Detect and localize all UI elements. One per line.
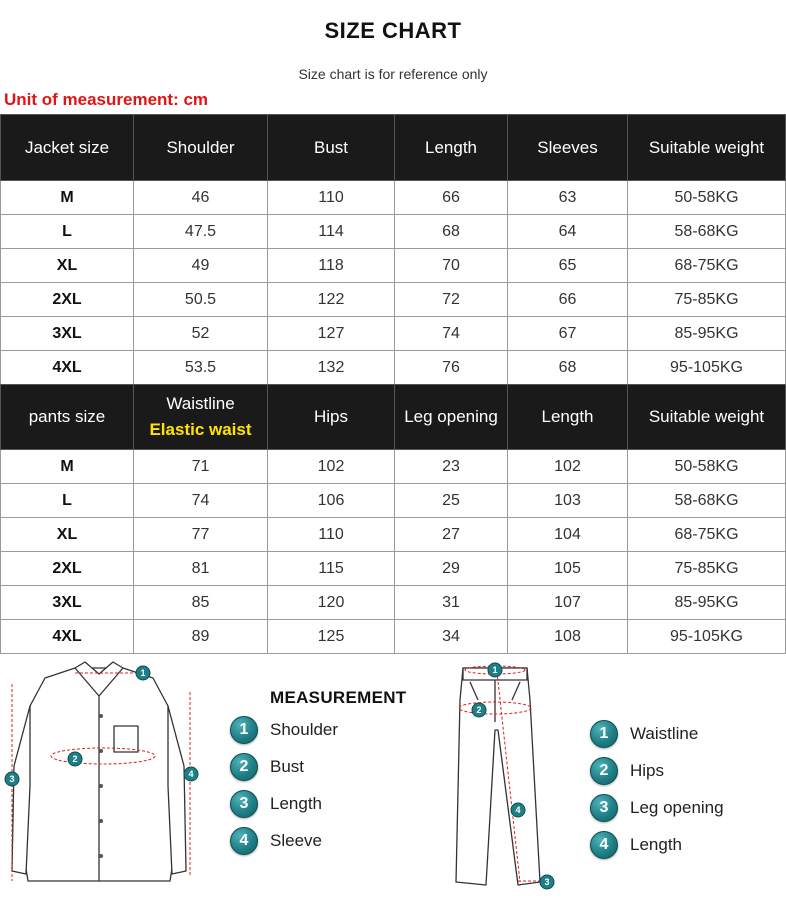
pants-legend	[590, 715, 724, 863]
jacket-header-cell: Jacket size	[1, 115, 134, 181]
table-cell: 114	[268, 215, 395, 249]
table-cell: 81	[134, 552, 268, 586]
pants-diagram-icon	[440, 660, 570, 896]
table-cell: 103	[508, 484, 628, 518]
table-row	[1, 249, 786, 283]
table-cell: 75-85KG	[628, 283, 786, 317]
table-row	[1, 586, 786, 620]
table-cell: 95-105KG	[628, 351, 786, 385]
table-cell: 67	[508, 317, 628, 351]
table-row	[1, 552, 786, 586]
legend-label: Sleeve	[270, 830, 322, 850]
table-cell: 66	[395, 181, 508, 215]
legend-item	[590, 715, 724, 752]
size-cell: XL	[1, 249, 134, 283]
table-row	[1, 484, 786, 518]
size-cell: XL	[1, 518, 134, 552]
legend-label: Hips	[630, 760, 665, 780]
table-cell: 85-95KG	[628, 317, 786, 351]
table-cell: 68-75KG	[628, 249, 786, 283]
table-cell: 72	[395, 283, 508, 317]
legend-item	[230, 748, 338, 785]
table-cell: 76	[395, 351, 508, 385]
table-cell: 125	[268, 620, 395, 654]
legend-item	[230, 711, 338, 748]
table-cell: 118	[268, 249, 395, 283]
size-cell: M	[1, 181, 134, 215]
legend-label: Shoulder	[270, 719, 339, 739]
legend-item	[590, 752, 724, 789]
pants-header-waist	[134, 385, 268, 450]
table-cell: 29	[395, 552, 508, 586]
table-cell: 64	[508, 215, 628, 249]
size-cell: L	[1, 484, 134, 518]
size-cell: 4XL	[1, 351, 134, 385]
table-cell: 89	[134, 620, 268, 654]
table-row	[1, 317, 786, 351]
table-cell: 122	[268, 283, 395, 317]
legend-label: Length	[630, 834, 682, 854]
table-cell: 27	[395, 518, 508, 552]
elastic-waist-note: Elastic waist	[149, 420, 252, 439]
waistline-label: Waistline	[166, 394, 235, 413]
jacket-header-cell: Sleeves	[508, 115, 628, 181]
jacket-header-cell: Shoulder	[134, 115, 268, 181]
number-badge-icon: 1	[230, 716, 258, 744]
legend-label: Waistline	[630, 723, 699, 743]
number-badge-icon: 2	[590, 757, 618, 785]
table-cell: 107	[508, 586, 628, 620]
number-badge-icon: 3	[590, 794, 618, 822]
jacket-header-cell: Length	[395, 115, 508, 181]
table-cell: 110	[268, 518, 395, 552]
svg-text:2: 2	[72, 754, 78, 764]
svg-text:1: 1	[140, 668, 146, 678]
table-row	[1, 283, 786, 317]
pants-header-row	[1, 385, 786, 450]
legend-item	[230, 785, 338, 822]
jacket-header-cell: Suitable weight	[628, 115, 786, 181]
svg-text:2: 2	[476, 705, 482, 715]
table-cell: 71	[134, 450, 268, 484]
legend-item	[590, 826, 724, 863]
size-cell: 2XL	[1, 283, 134, 317]
pants-header-cell: Leg opening	[395, 385, 508, 450]
table-cell: 53.5	[134, 351, 268, 385]
table-cell: 77	[134, 518, 268, 552]
shirt-legend	[230, 711, 338, 859]
measurement-title: MEASUREMENT	[270, 688, 407, 707]
table-cell: 63	[508, 181, 628, 215]
table-cell: 104	[508, 518, 628, 552]
pants-header-cell: Length	[508, 385, 628, 450]
svg-text:3: 3	[9, 774, 15, 784]
table-cell: 110	[268, 181, 395, 215]
table-cell: 74	[395, 317, 508, 351]
table-cell: 34	[395, 620, 508, 654]
legend-label: Length	[270, 793, 322, 813]
size-cell: 4XL	[1, 620, 134, 654]
table-cell: 58-68KG	[628, 484, 786, 518]
table-row	[1, 181, 786, 215]
size-cell: 2XL	[1, 552, 134, 586]
table-cell: 102	[268, 450, 395, 484]
table-cell: 52	[134, 317, 268, 351]
svg-text:4: 4	[188, 769, 194, 779]
table-cell: 85-95KG	[628, 586, 786, 620]
table-cell: 75-85KG	[628, 552, 786, 586]
legend-label: Bust	[270, 756, 305, 776]
table-cell: 46	[134, 181, 268, 215]
table-cell: 108	[508, 620, 628, 654]
number-badge-icon: 1	[590, 720, 618, 748]
table-cell: 23	[395, 450, 508, 484]
table-cell: 102	[508, 450, 628, 484]
number-badge-icon: 2	[230, 753, 258, 781]
table-cell: 68	[395, 215, 508, 249]
pants-header-cell: Hips	[268, 385, 395, 450]
size-cell: L	[1, 215, 134, 249]
table-row	[1, 620, 786, 654]
table-cell: 58-68KG	[628, 215, 786, 249]
table-cell: 120	[268, 586, 395, 620]
table-row	[1, 518, 786, 552]
table-cell: 105	[508, 552, 628, 586]
table-cell: 85	[134, 586, 268, 620]
number-badge-icon: 3	[230, 790, 258, 818]
table-cell: 50.5	[134, 283, 268, 317]
page-title: SIZE CHART	[324, 18, 462, 43]
table-cell: 74	[134, 484, 268, 518]
jacket-size-table	[0, 114, 786, 385]
table-cell: 50-58KG	[628, 181, 786, 215]
pants-header-cell: pants size	[1, 385, 134, 450]
legend-item	[590, 789, 724, 826]
table-cell: 68	[508, 351, 628, 385]
table-cell: 70	[395, 249, 508, 283]
svg-text:3: 3	[544, 877, 550, 887]
table-cell: 68-75KG	[628, 518, 786, 552]
pants-header-cell: Suitable weight	[628, 385, 786, 450]
table-cell: 132	[268, 351, 395, 385]
table-cell: 47.5	[134, 215, 268, 249]
legend-label: Leg opening	[630, 797, 724, 817]
unit-note: Unit of measurement: cm	[4, 90, 209, 109]
table-cell: 49	[134, 249, 268, 283]
svg-text:4: 4	[515, 805, 521, 815]
table-cell: 127	[268, 317, 395, 351]
svg-text:1: 1	[492, 665, 498, 675]
size-cell: 3XL	[1, 317, 134, 351]
jacket-header-row	[1, 115, 786, 181]
legend-item	[230, 822, 338, 859]
number-badge-icon: 4	[590, 831, 618, 859]
size-cell: M	[1, 450, 134, 484]
table-row	[1, 215, 786, 249]
table-cell: 66	[508, 283, 628, 317]
page-subtitle: Size chart is for reference only	[298, 66, 488, 82]
table-cell: 115	[268, 552, 395, 586]
table-cell: 106	[268, 484, 395, 518]
size-cell: 3XL	[1, 586, 134, 620]
table-row	[1, 450, 786, 484]
table-cell: 65	[508, 249, 628, 283]
table-cell: 31	[395, 586, 508, 620]
pants-size-table	[0, 384, 786, 654]
shirt-diagram-icon	[0, 656, 210, 896]
number-badge-icon: 4	[230, 827, 258, 855]
table-row	[1, 351, 786, 385]
table-cell: 25	[395, 484, 508, 518]
table-cell: 95-105KG	[628, 620, 786, 654]
table-cell: 50-58KG	[628, 450, 786, 484]
jacket-header-cell: Bust	[268, 115, 395, 181]
